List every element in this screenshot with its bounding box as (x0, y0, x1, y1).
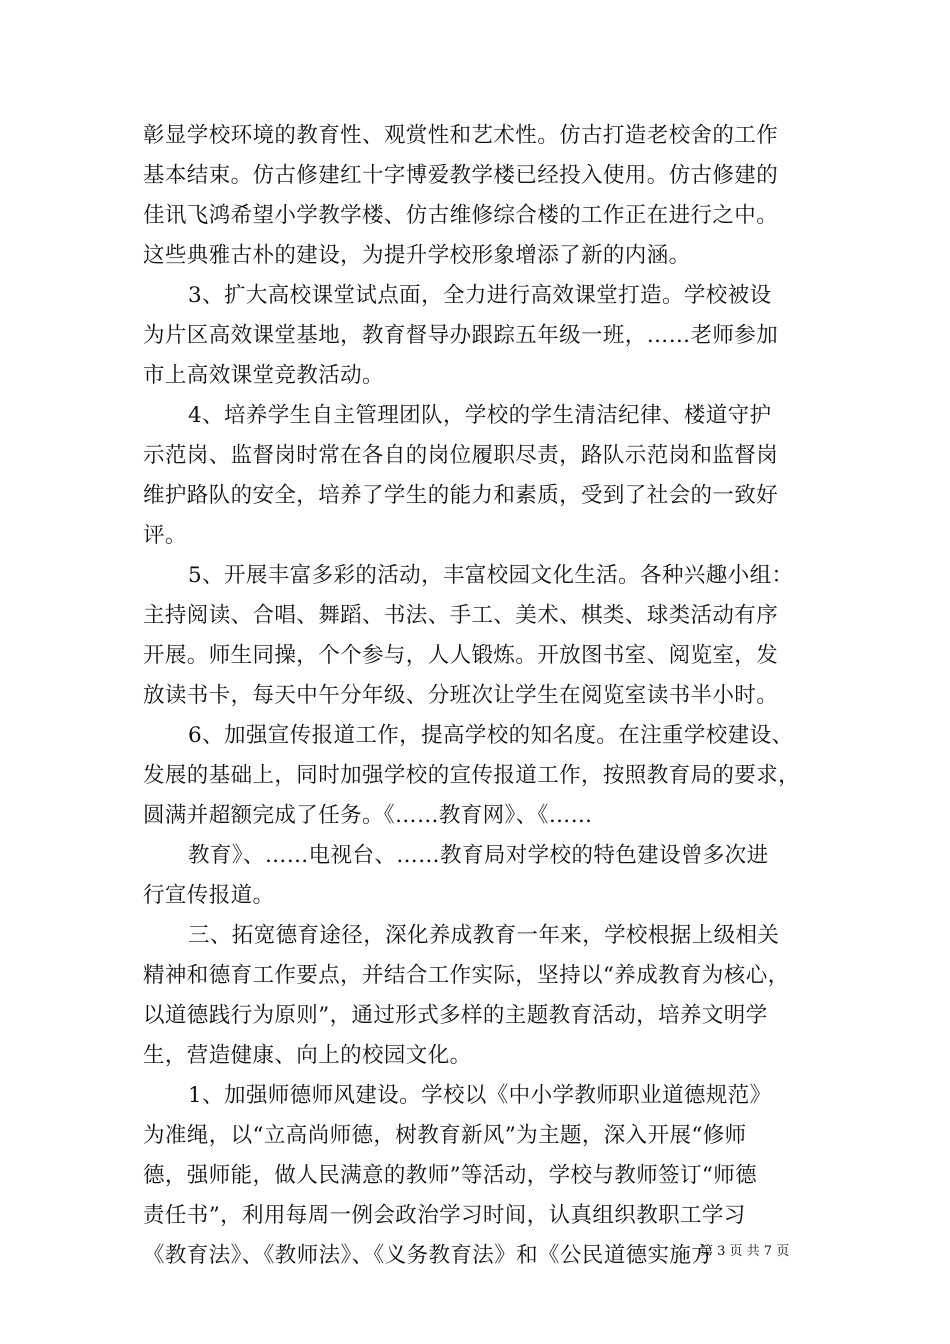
text-line: 维护路队的安全，培养了学生的能力和素质，受到了社会的一致好 (143, 483, 779, 508)
text-line: 发展的基础上，同时加强学校的宣传报道工作，按照教育局的要求， (143, 763, 801, 788)
text-line: 3、扩大高校课堂试点面，全力进行高效课堂打造。学校被设 (188, 283, 772, 308)
text-line: 精神和德育工作要点，并结合工作实际，坚持以“养成教育为核心， (143, 963, 790, 988)
text-line: 示范岗、监督岗时常在各自的岗位履职尽责，路队示范岗和监督岗 (143, 443, 779, 468)
text-line: 5、开展丰富多彩的活动，丰富校园文化生活。各种兴趣小组： (188, 563, 794, 588)
text-line: 为准绳，以“立高尚师德，树教育新风”为主题，深入开展“修师 (143, 1123, 747, 1148)
text-line: 《教育法》、《教师法》、《义务教育法》和《公民道德实施方 (143, 1243, 714, 1268)
text-line: 为片区高效课堂基地，教育督导办跟踪五年级一班，……老师参加 (143, 323, 779, 348)
page-number: 第 3 页 共 7 页 (700, 1244, 790, 1259)
text-line: 市上高效课堂竞教活动。 (143, 363, 384, 388)
text-line: 放读书卡，每天中午分年级、分班次让学生在阅览室读书半小时。 (143, 683, 779, 708)
text-line: 教育》、……电视台、……教育局对学校的特色建设曾多次进 (188, 843, 769, 868)
text-line: 圆满并超额完成了任务。《……教育网》、《…… (143, 803, 593, 828)
document-body (143, 116, 815, 1276)
text-line: 生，营造健康、向上的校园文化。 (143, 1043, 472, 1068)
text-line: 以道德践行为原则”，通过形式多样的主题教育活动，培养文明学 (143, 1003, 768, 1028)
text-line: 这些典雅古朴的建设，为提升学校形象增添了新的内涵。 (143, 243, 691, 268)
text-line: 6、加强宣传报道工作，提高学校的知名度。在注重学校建设、 (188, 723, 794, 748)
text-line: 行宣传报道。 (143, 883, 275, 908)
text-line: 主持阅读、合唱、舞蹈、书法、手工、美术、棋类、球类活动有序 (143, 603, 779, 628)
text-line: 4、培养学生自主管理团队，学校的学生清洁纪律、楼道守护 (188, 403, 772, 428)
text-line: 基本结束。仿古修建红十字博爱教学楼已经投入使用。仿古修建的 (143, 163, 779, 188)
text-line: 三、拓宽德育途径，深化养成教育一年来，学校根据上级相关 (188, 923, 780, 948)
text-line: 彰显学校环境的教育性、观赏性和艺术性。仿古打造老校舍的工作 (143, 123, 779, 148)
text-line: 德，强师能，做人民满意的教师”等活动，学校与教师签订“师德 (143, 1163, 758, 1188)
text-line: 佳讯飞鸿希望小学教学楼、仿古维修综合楼的工作正在进行之中。 (143, 203, 779, 228)
text-line: 评。 (143, 523, 187, 548)
text-line: 开展。师生同操，个个参与，人人锻炼。开放图书室、阅览室，发 (143, 643, 779, 668)
text-line: 责任书”，利用每周一例会政治学习时间，认真组织教职工学习 (143, 1203, 746, 1228)
text-line: 1、加强师德师风建设。学校以《中小学教师职业道德规范》 (188, 1083, 772, 1108)
